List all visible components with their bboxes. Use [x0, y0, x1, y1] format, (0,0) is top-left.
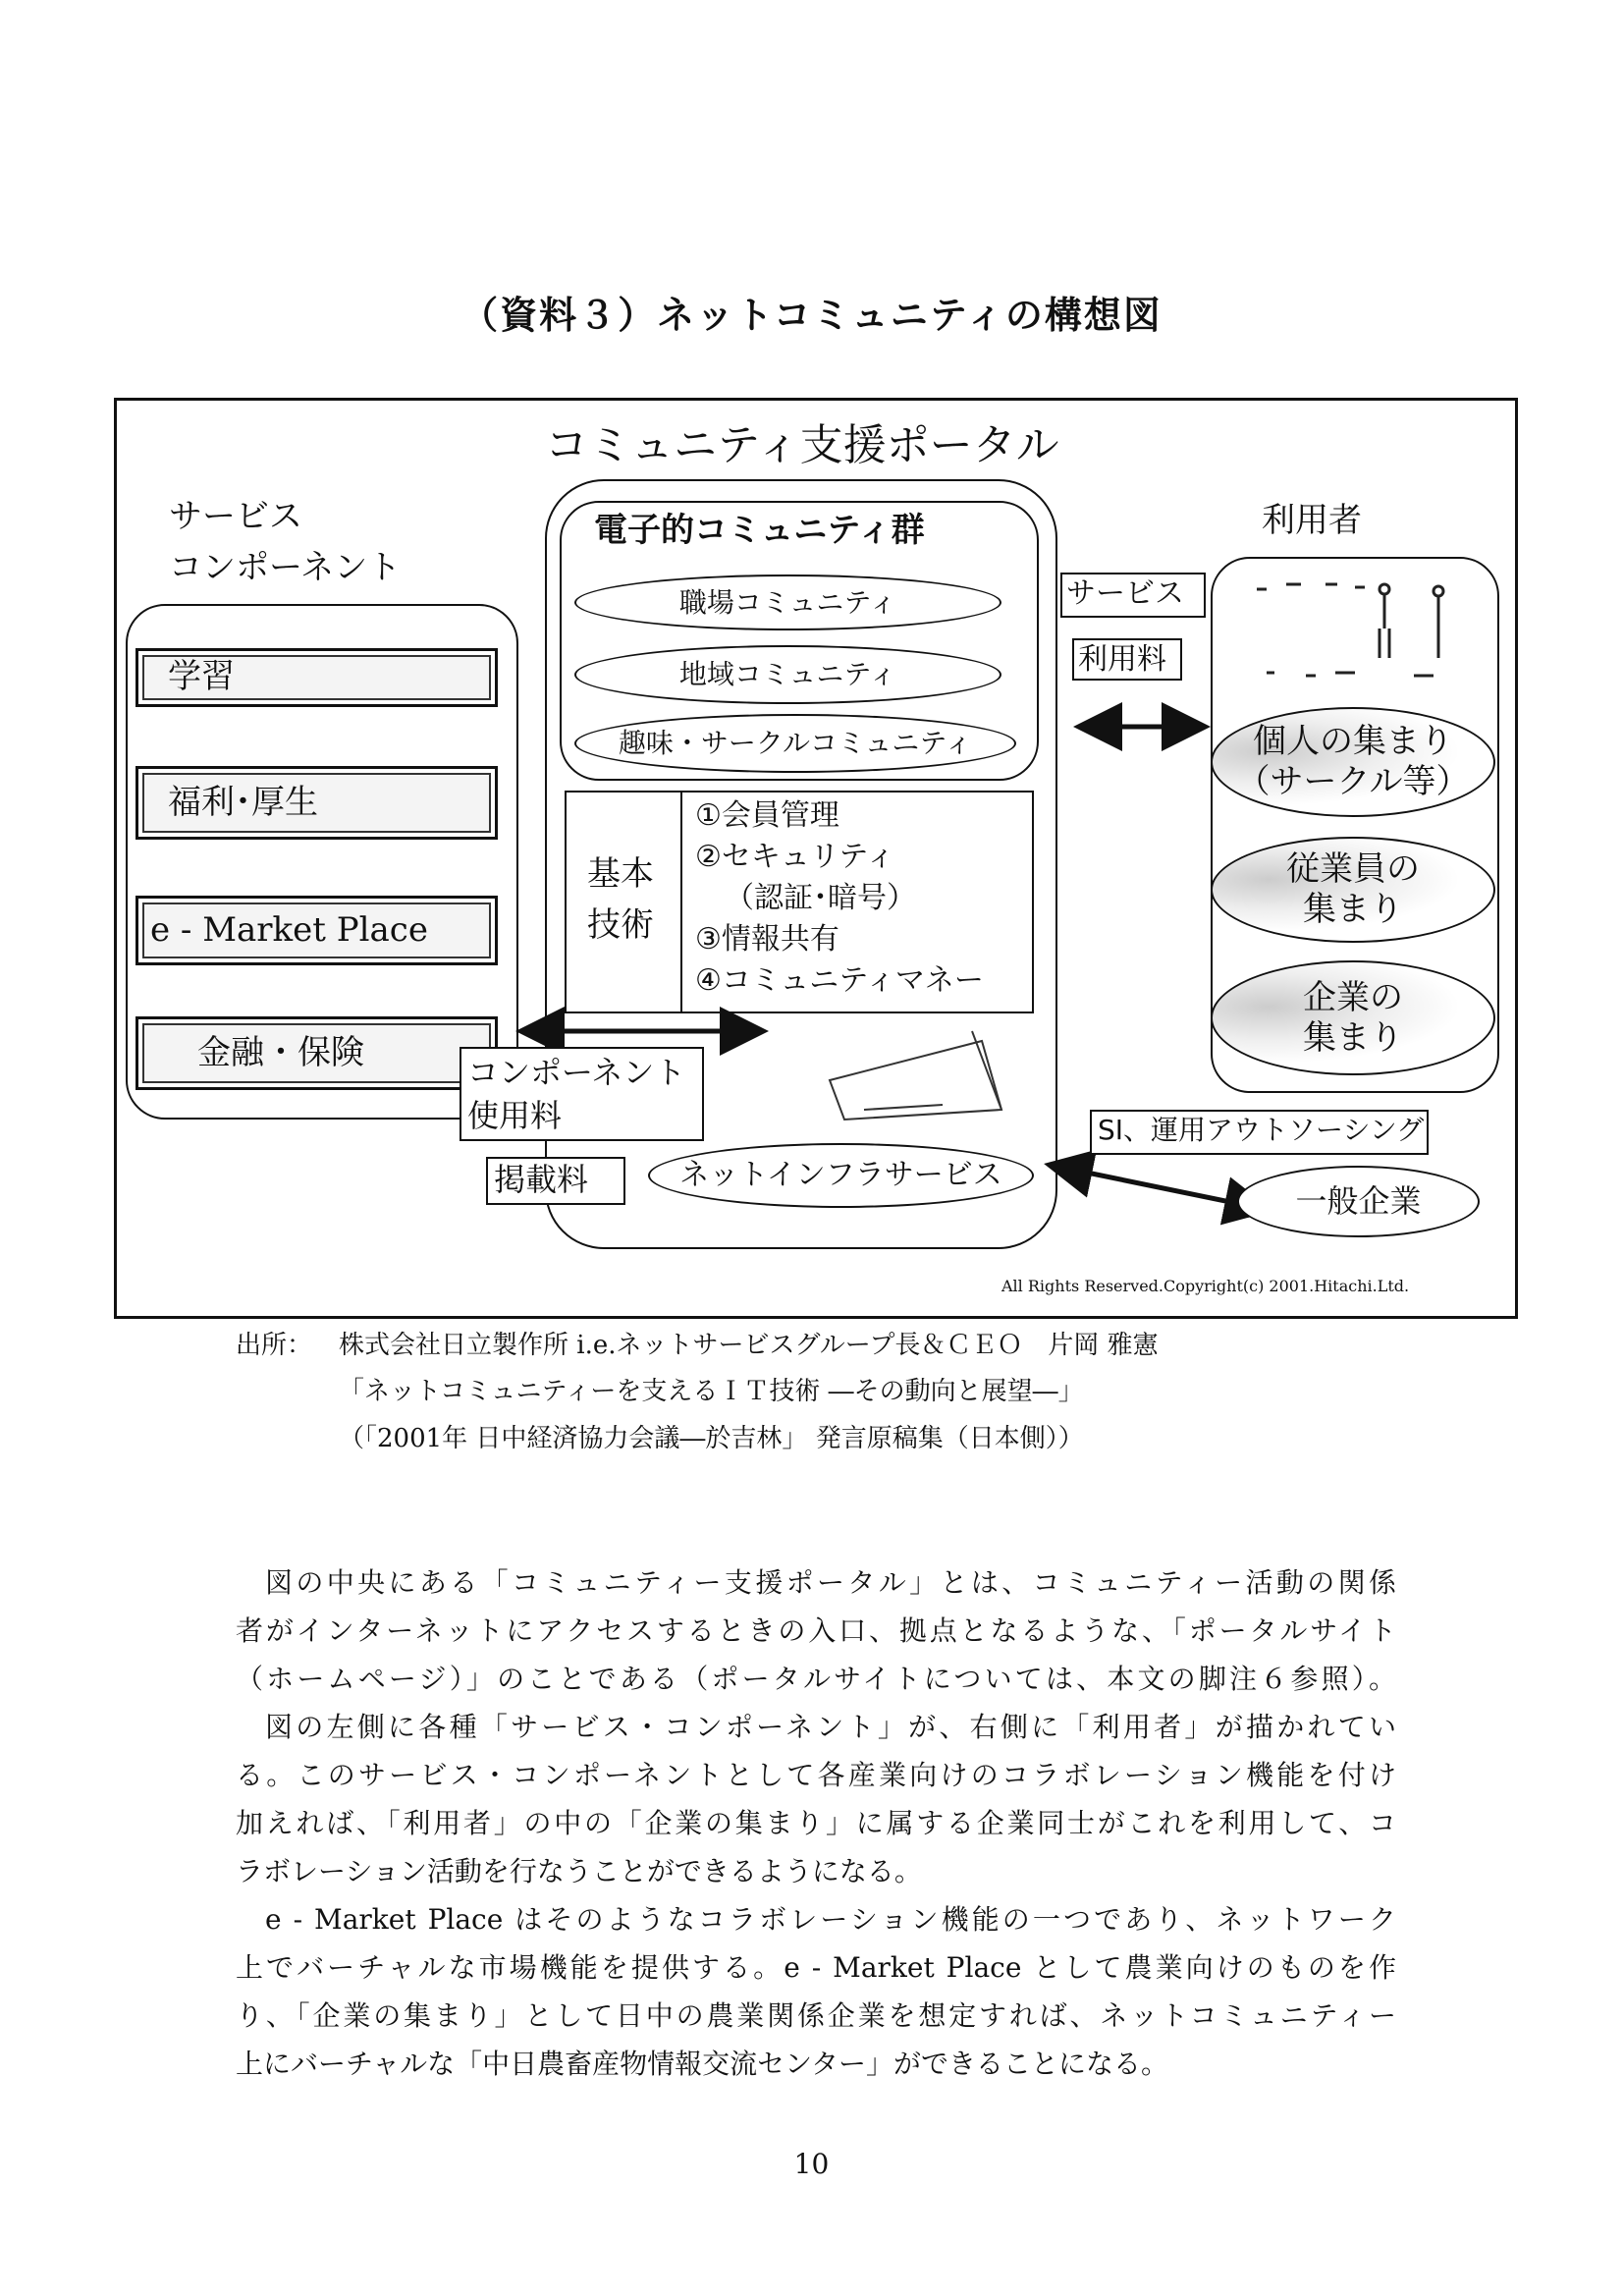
page-number: 10 [793, 2148, 830, 2180]
community-workplace: 職場コミュニティ [574, 574, 1001, 630]
e-community-label: 電子的コミュニティ群 [594, 511, 925, 550]
component-welfare: 福利･厚生 [135, 766, 498, 840]
body-line: る。このサービス・コンポーネントとして各産業向けのコラボレーション機能を付け [236, 1759, 1396, 1791]
group-label: （サークル等） [1236, 762, 1470, 801]
community-regional: 地域コミュニティ [574, 645, 1001, 704]
group-label: 集まり [1303, 1017, 1403, 1058]
component-learning: 学習 [135, 648, 498, 707]
tech-item: ①会員管理 [695, 798, 839, 833]
service-box: サービス [1060, 573, 1206, 618]
source-prefix: 出所： [236, 1331, 313, 1360]
basic-tech-divider [680, 791, 682, 1013]
component-finance-insurance: 金融・保険 [135, 1016, 498, 1090]
component-fee-label: コンポーネント [467, 1054, 686, 1091]
body-line: ラボレーション活動を行なうことができるようになる。 [236, 1855, 922, 1887]
source-line-3: （「2001年 日中経済協力会議―於吉林」 発言原稿集（日本側）） [339, 1424, 1084, 1453]
body-line: 上にバーチャルな「中日農畜産物情報交流センター」ができることになる。 [236, 2048, 1169, 2080]
group-label: 従業員の [1286, 849, 1420, 890]
tech-item: （認証･暗号） [725, 881, 916, 915]
copyright: All Rights Reserved.Copyright(c) 2001.Hitachi.Ltd. [1001, 1277, 1410, 1295]
tech-item: ③情報共有 [695, 922, 839, 957]
service-component-label-2: コンポーネント [169, 548, 402, 587]
component-e-market-place: e - Market Place [135, 896, 498, 965]
component-fee-label-2: 使用料 [467, 1097, 563, 1134]
tech-item: ④コミュニティマネー [695, 963, 984, 998]
body-line: 図の中央にある「コミュニティー支援ポータル」とは、コミュニティー活動の関係 [265, 1566, 1396, 1599]
company-arrow [1049, 1165, 1269, 1210]
source-line-1: 株式会社日立製作所 i.e.ネットサービスグループ長＆ＣＥＯ 片岡 雅憲 [339, 1331, 1159, 1360]
service-component-label: サービス [169, 497, 302, 536]
body-line: 図の左側に各種「サービス・コンポーネント」が、右側に「利用者」が描かれてい [265, 1711, 1396, 1743]
body-line: （ホームページ）」のことである（ポータルサイトについては、本文の脚注６参照）。 [236, 1663, 1396, 1695]
group-label: 集まり [1303, 890, 1403, 929]
body-line: 者がインターネットにアクセスするときの入口、拠点となるような、「ポータルサイト [236, 1614, 1396, 1647]
usage-fee-box: 利用料 [1072, 638, 1182, 681]
basic-tech-label: 基本 [587, 854, 654, 894]
page-title: （資料３）ネットコミュニティの構想図 [460, 294, 1163, 337]
net-infra-service: ネットインフラサービス [648, 1143, 1034, 1208]
body-line: り、「企業の集まり」として日中の農業関係企業を想定すれば、ネットコミュニティー [236, 1999, 1396, 2032]
basic-tech-label-2: 技術 [587, 905, 654, 945]
group-companies [1211, 960, 1495, 1075]
portal-title: コミュニティ支援ポータル [545, 420, 1059, 470]
si-outsourcing-box: SI、運用アウトソーシング [1090, 1110, 1429, 1155]
body-line: e - Market Place はそのようなコラボレーション機能の一つであり、ネットワーク [265, 1903, 1396, 1936]
group-label: 個人の集まり [1252, 722, 1453, 762]
listing-fee-box: 掲載料 [486, 1157, 625, 1205]
community-hobby: 趣味・サークルコミュニティ [574, 714, 1016, 773]
tech-item: ②セキュリティ [695, 840, 895, 874]
body-line: 加えれば、「利用者」の中の「企業の集まり」に属する企業同士がこれを利用して、コ [236, 1807, 1396, 1839]
group-label: 企業の [1303, 977, 1403, 1017]
group-individuals [1211, 707, 1495, 817]
source-line-2: 「ネットコミュニティーを支えるＩＴ技術 ―その動向と展望―」 [339, 1377, 1084, 1406]
group-employees [1211, 837, 1495, 943]
body-line: 上でバーチャルな市場機能を提供する。e - Market Place として農業向けのものを作 [236, 1951, 1396, 1984]
tech-list [695, 795, 1029, 1002]
users-label: 利用者 [1262, 501, 1362, 540]
general-company: 一般企業 [1237, 1166, 1480, 1237]
component-fee-box [460, 1047, 704, 1141]
